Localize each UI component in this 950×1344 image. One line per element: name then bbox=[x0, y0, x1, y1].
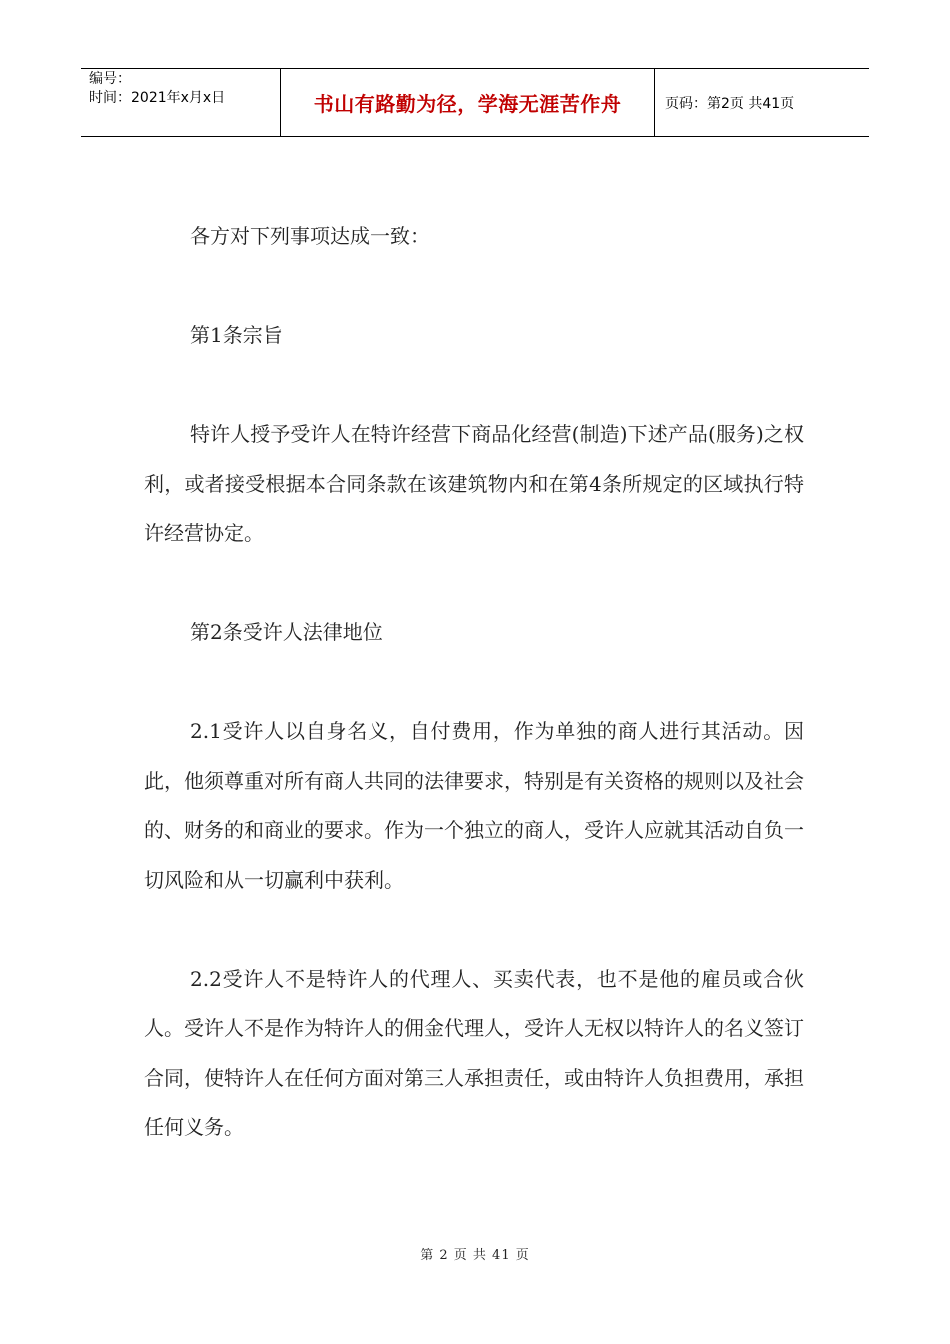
body-paragraph: 特许人授予受许人在特许经营下商品化经营(制造)下述产品(服务)之权利，或者接受根据本合同条款在该建筑物内和在第4条所规定的区域执行特许经营协定。 bbox=[144, 422, 804, 545]
header-motto: 书山有路勤为径，学海无涯苦作舟 bbox=[281, 69, 655, 136]
document-time-label: 时间：2021年x月x日 bbox=[89, 90, 226, 106]
header-page-info: 页码：第2页 共41页 bbox=[665, 95, 795, 112]
section-heading: 第1条宗旨 bbox=[190, 323, 283, 347]
page-header bbox=[81, 68, 869, 137]
header-meta bbox=[81, 69, 281, 136]
page-footer: 第 2 页 共 41 页 bbox=[420, 1248, 530, 1263]
body-paragraph: 各方对下列事项达成一致： bbox=[190, 224, 430, 248]
section-heading: 第2条受许人法律地位 bbox=[190, 620, 383, 644]
body-paragraph: 2.1受许人以自身名义，自付费用，作为单独的商人进行其活动。因此，他须尊重对所有商人共同的法律要求，特别是有关资格的规则以及社会的、财务的和商业的要求。作为一个独立的商人，受许人应就其活动自负一切风险和从一切赢利中获利。 bbox=[144, 719, 804, 892]
body-paragraph: 2.2受许人不是特许人的代理人、买卖代表，也不是他的雇员或合伙人。受许人不是作为特许人的佣金代理人，受许人无权以特许人的名义签订合同，使特许人在任何方面对第三人承担责任，或由特许人负担费用，承担任何义务。 bbox=[144, 966, 804, 1139]
document-body bbox=[144, 212, 804, 1202]
document-number-label: 编号： bbox=[89, 71, 131, 87]
